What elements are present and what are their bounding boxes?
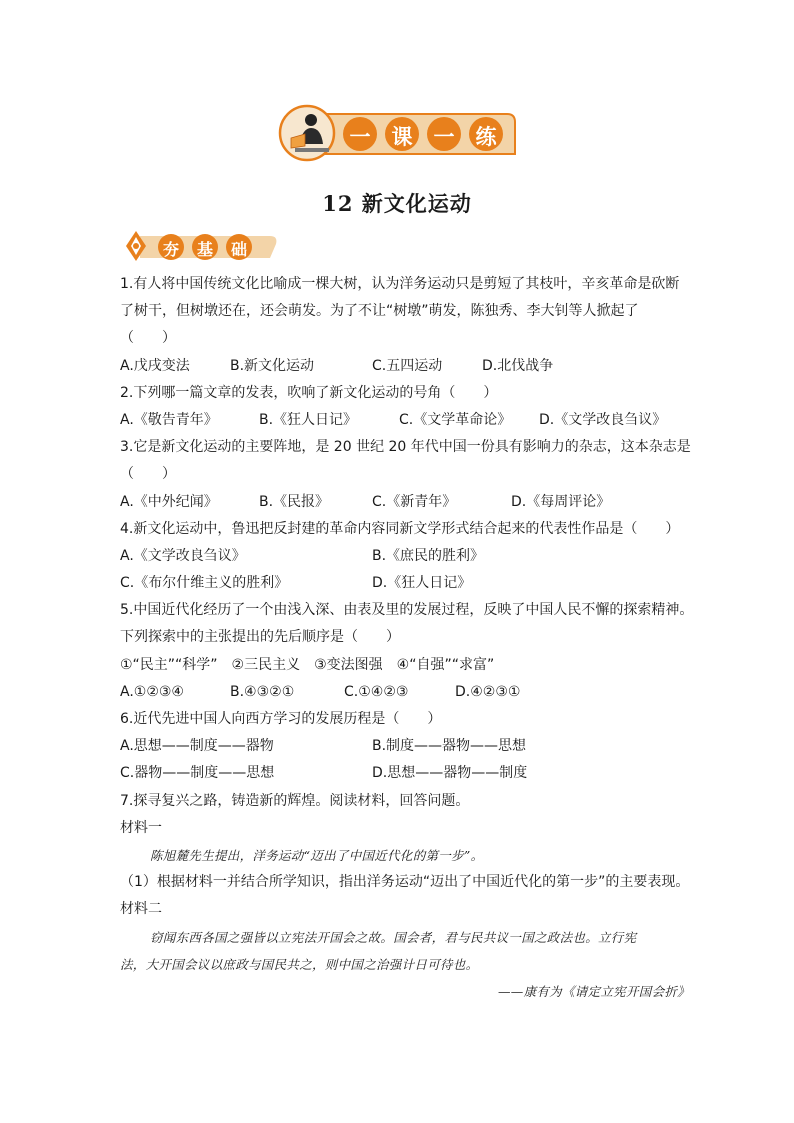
section-char: 基 bbox=[196, 240, 213, 259]
option[interactable]: C.五四运动 bbox=[372, 357, 443, 374]
section-header bbox=[120, 228, 280, 264]
option[interactable]: C.器物——制度——思想 bbox=[120, 765, 275, 782]
question-stem: 1.有人将中国传统文化比喻成一棵大树，认为洋务运动只是剪短了其枝叶，辛亥革命是砍断 bbox=[120, 276, 680, 292]
banner-char: 一 bbox=[349, 124, 371, 149]
material-label: 材料一 bbox=[120, 819, 162, 836]
question-stem: 5.中国近代化经历了一个由浅入深、由表及里的发展过程，反映了中国人民不懈的探索精神。 bbox=[120, 602, 694, 619]
option[interactable]: C.①④②③ bbox=[344, 683, 409, 700]
question-stem: 7.探寻复兴之路，铸造新的辉煌。阅读材料，回答问题。 bbox=[120, 792, 470, 809]
option-row bbox=[120, 760, 690, 787]
option[interactable]: B.新文化运动 bbox=[230, 357, 315, 374]
material-label: 材料二 bbox=[120, 901, 162, 918]
option-row bbox=[120, 489, 690, 516]
option[interactable]: C.《新青年》 bbox=[372, 493, 457, 510]
option[interactable]: D.④②③① bbox=[455, 683, 521, 700]
banner-text bbox=[277, 104, 521, 162]
question-stem: 4.新文化运动中，鲁迅把反封建的革命内容同新文学形式结合起来的代表性作品是（ ） bbox=[120, 520, 680, 537]
section-char: 夯 bbox=[162, 240, 179, 259]
question-stem: 2.下列哪一篇文章的发表，吹响了新文化运动的号角（ ） bbox=[120, 384, 498, 401]
option[interactable]: A.①②③④ bbox=[120, 683, 184, 700]
option-row bbox=[120, 679, 690, 706]
material-text: 陈旭麓先生提出，洋务运动“迈出了中国近代化的第一步”。 bbox=[150, 847, 484, 863]
banner-char: 一 bbox=[433, 124, 455, 149]
question-stem: 3.它是新文化运动的主要阵地，是 20 世纪 20 年代中国一份具有影响力的杂志，这本杂志是 bbox=[120, 439, 691, 456]
option[interactable]: D.《狂人日记》 bbox=[372, 575, 472, 592]
question-stem: 了树干，但树墩还在，还会萌发。为了不让“树墩”萌发，陈独秀、李大钊等人掀起了 bbox=[120, 303, 639, 320]
banner-char: 课 bbox=[391, 124, 413, 149]
option-row bbox=[120, 543, 690, 570]
option[interactable]: A.《中外纪闻》 bbox=[120, 493, 218, 510]
option[interactable]: A.《敬告青年》 bbox=[120, 411, 218, 428]
option[interactable]: D.《每周评论》 bbox=[511, 493, 611, 510]
material-text: 窃闻东西各国之强皆以立宪法开国会之故。国会者，君与民共议一国之政法也。立行宪 bbox=[150, 929, 637, 945]
option[interactable]: C.《布尔什维主义的胜利》 bbox=[120, 575, 289, 592]
option[interactable]: B.《民报》 bbox=[259, 493, 330, 510]
question-list bbox=[120, 271, 694, 1005]
question-stem: 下列探索中的主张提出的先后顺序是（ ） bbox=[120, 629, 400, 646]
page-title: 12 新文化运动 bbox=[322, 191, 472, 216]
option[interactable]: A.戊戌变法 bbox=[120, 357, 190, 374]
option[interactable]: D.思想——器物——制度 bbox=[372, 765, 528, 782]
option[interactable]: C.《文学革命论》 bbox=[399, 411, 512, 428]
material-source: ——康有为《请定立宪开国会折》 bbox=[497, 983, 690, 999]
option[interactable]: A.《文学改良刍议》 bbox=[120, 547, 246, 564]
option[interactable]: B.《狂人日记》 bbox=[259, 411, 358, 428]
option-row bbox=[120, 570, 690, 597]
option[interactable]: D.《文学改良刍议》 bbox=[539, 411, 667, 428]
option[interactable]: A.思想——制度——器物 bbox=[120, 738, 274, 755]
answer-paren: （ ） bbox=[120, 466, 176, 483]
banner-char: 练 bbox=[475, 124, 497, 149]
section-char: 础 bbox=[230, 240, 247, 259]
option-row bbox=[120, 407, 690, 434]
option[interactable]: D.北伐战争 bbox=[482, 357, 554, 374]
answer-paren: （ ） bbox=[120, 330, 176, 347]
option[interactable]: B.④③②① bbox=[230, 683, 295, 700]
material-text: 法，大开国会议以庶政与国民共之，则中国之治强计日可待也。 bbox=[120, 956, 479, 972]
option-row bbox=[120, 733, 690, 760]
option-row bbox=[120, 353, 690, 380]
question-stem: 6.近代先进中国人向西方学习的发展历程是（ ） bbox=[120, 711, 442, 727]
option[interactable]: B.制度——器物——思想 bbox=[372, 738, 527, 755]
sub-question: （1）根据材料一并结合所学知识，指出洋务运动“迈出了中国近代化的第一步”的主要表现。 bbox=[120, 874, 690, 891]
option[interactable]: B.《庶民的胜利》 bbox=[372, 547, 485, 564]
question-items: ①“民主”“科学” ②三民主义 ③变法图强 ④“自强”“求富” bbox=[120, 656, 495, 673]
